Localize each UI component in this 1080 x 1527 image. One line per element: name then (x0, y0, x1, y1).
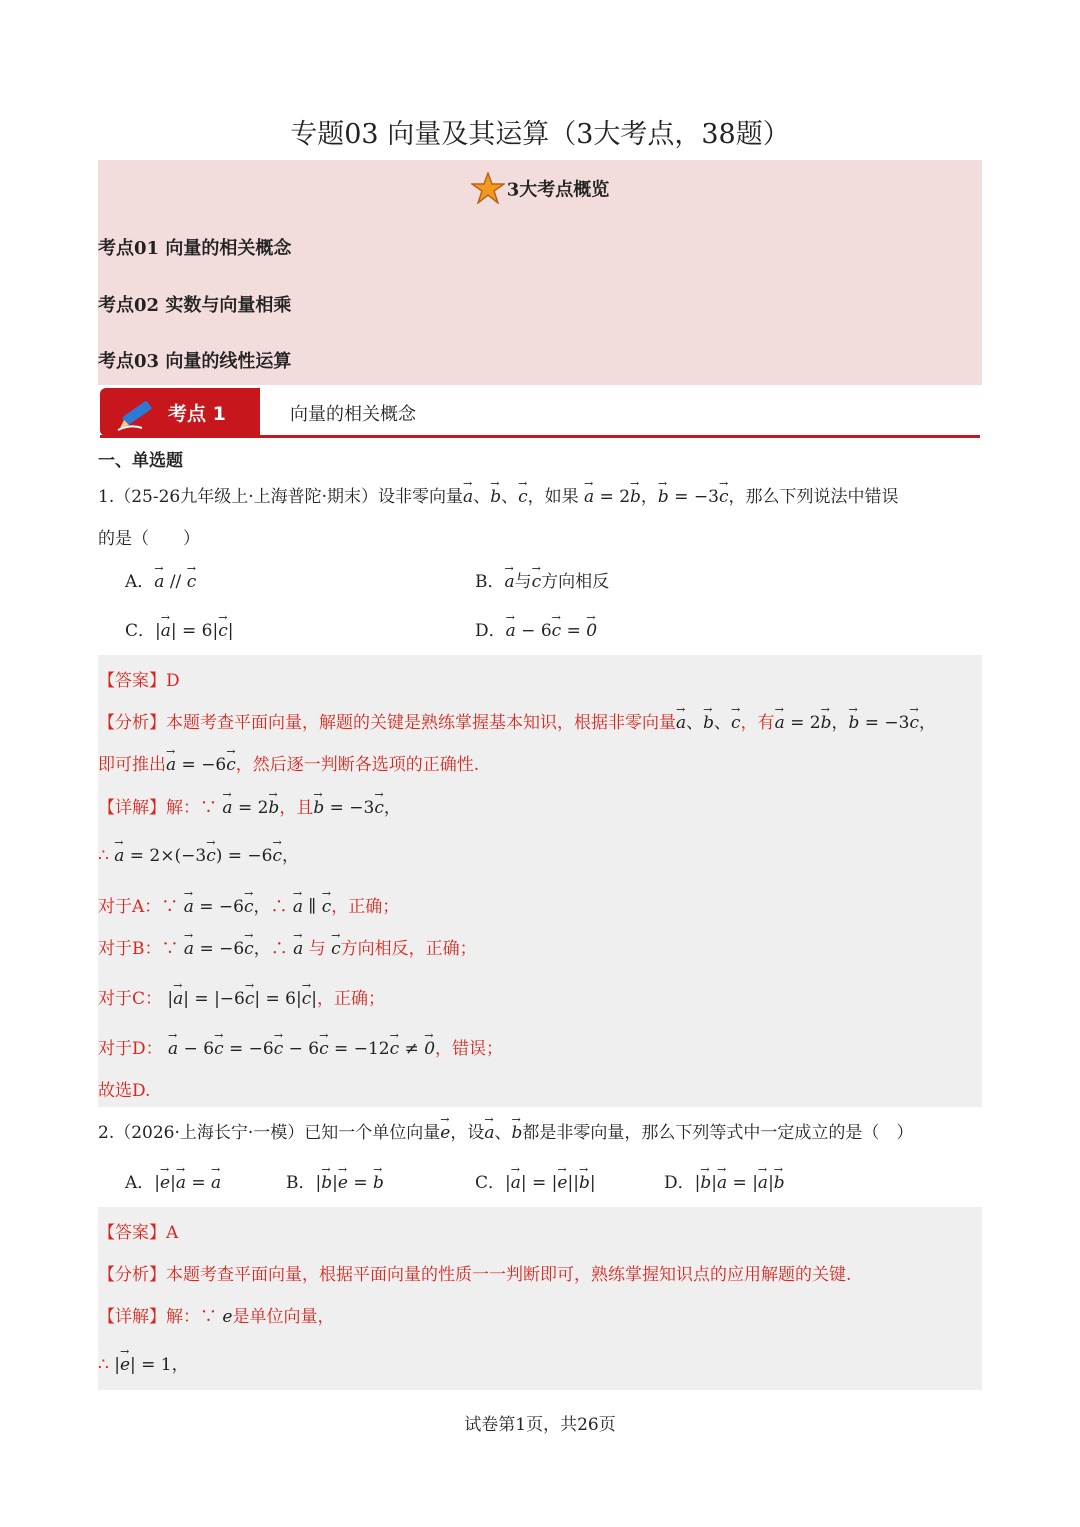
page-footer: 试卷第1页，共26页 (464, 1415, 616, 1435)
q2-detail-step: ∴ |→ e| = 1， (98, 1350, 189, 1375)
pencil-icon (116, 394, 160, 438)
kaodian-banner (100, 388, 260, 436)
overview-heading: 3大考点概览 (98, 172, 982, 209)
kaodian-divider (100, 435, 980, 438)
q1-check-a: 对于A：∵ → a = −6→ c，∴ → a ∥ → c，正确； (98, 892, 399, 917)
overview-item-2: 考点02 实数与向量相乘 (98, 295, 292, 316)
q2-answer: 【答案】A (98, 1223, 179, 1243)
q1-detail: 【详解】解：∵ → a = 2→ b，且→ b = −3→ c， (98, 793, 401, 818)
q1-analysis: 【分析】本题考查平面向量，解题的关键是熟练掌握基本知识，根据非零向量→ a、→ b、→ c，有→ a = 2→ b，→ b = −3→ c， (98, 708, 936, 733)
document-title: 专题03 向量及其运算（3大考点，38题） (290, 119, 790, 150)
q1-option-a: A．→ a // → c (125, 567, 196, 592)
star-icon (471, 172, 505, 209)
q1-check-d: 对于D： → a − 6→ c = −6→ c − 6→ c = −12→ c ≠ → 0，错误； (98, 1034, 503, 1059)
q1-analysis-cont: 即可推出→ a = −6→ c，然后逐一判断各选项的正确性. (98, 750, 479, 775)
q1-detail-step: ∴ → a = 2×(−3→ c) = −6→ c， (98, 841, 299, 866)
section-heading: 一、单选题 (98, 451, 183, 471)
q1-option-b: B．→ a与→ c方向相反 (475, 567, 609, 592)
q1-stem: 1.（25-26九年级上·上海普陀·期末）设非零向量→ a、→ b、→ c，如果 → a = 2→ b，→ b = −3→ c，那么下列说法中错误 (98, 482, 898, 507)
q2-option-d: D．|→ b|→ a = |→ a|→ b (664, 1168, 785, 1193)
q2-answer-box (98, 1207, 982, 1390)
q2-detail: 【详解】解：∵ e是单位向量， (98, 1307, 335, 1327)
kaodian-label: 考点 1 (168, 403, 226, 425)
q2-analysis: 【分析】本题考查平面向量，根据平面向量的性质一一判断即可，熟练掌握知识点的应用解题的关键. (98, 1265, 852, 1285)
q1-check-c: 对于C： |→ a| = |−6→ c| = 6|→ c|，正确； (98, 984, 385, 1009)
q2-option-a: A．|→ e|→ a = → a (125, 1168, 221, 1193)
q1-answer: 【答案】D (98, 671, 180, 691)
overview-item-3: 考点03 向量的线性运算 (98, 351, 292, 372)
q1-stem-cont: 的是（ ） (98, 529, 200, 549)
q2-option-b: B．|→ b|→ e = → b (286, 1168, 384, 1193)
q1-option-d: D．→ a − 6→ c = → 0 (475, 616, 597, 641)
q2-stem: 2.（2026·上海长宁·一模）已知一个单位向量→ e，设→ a、→ b都是非零向量，那么下列等式中一定成立的是（ ） (98, 1118, 913, 1143)
q1-choose: 故选D. (98, 1081, 151, 1101)
overview-item-1: 考点01 向量的相关概念 (98, 238, 292, 259)
q2-option-c: C．|→ a| = |→ e||→ b| (475, 1168, 596, 1193)
kaodian-title: 向量的相关概念 (290, 404, 416, 425)
q1-option-c: C．|→ a| = 6|→ c| (125, 616, 233, 641)
q1-check-b: 对于B：∵ → a = −6→ c，∴ → a 与 → c方向相反，正确； (98, 934, 477, 959)
